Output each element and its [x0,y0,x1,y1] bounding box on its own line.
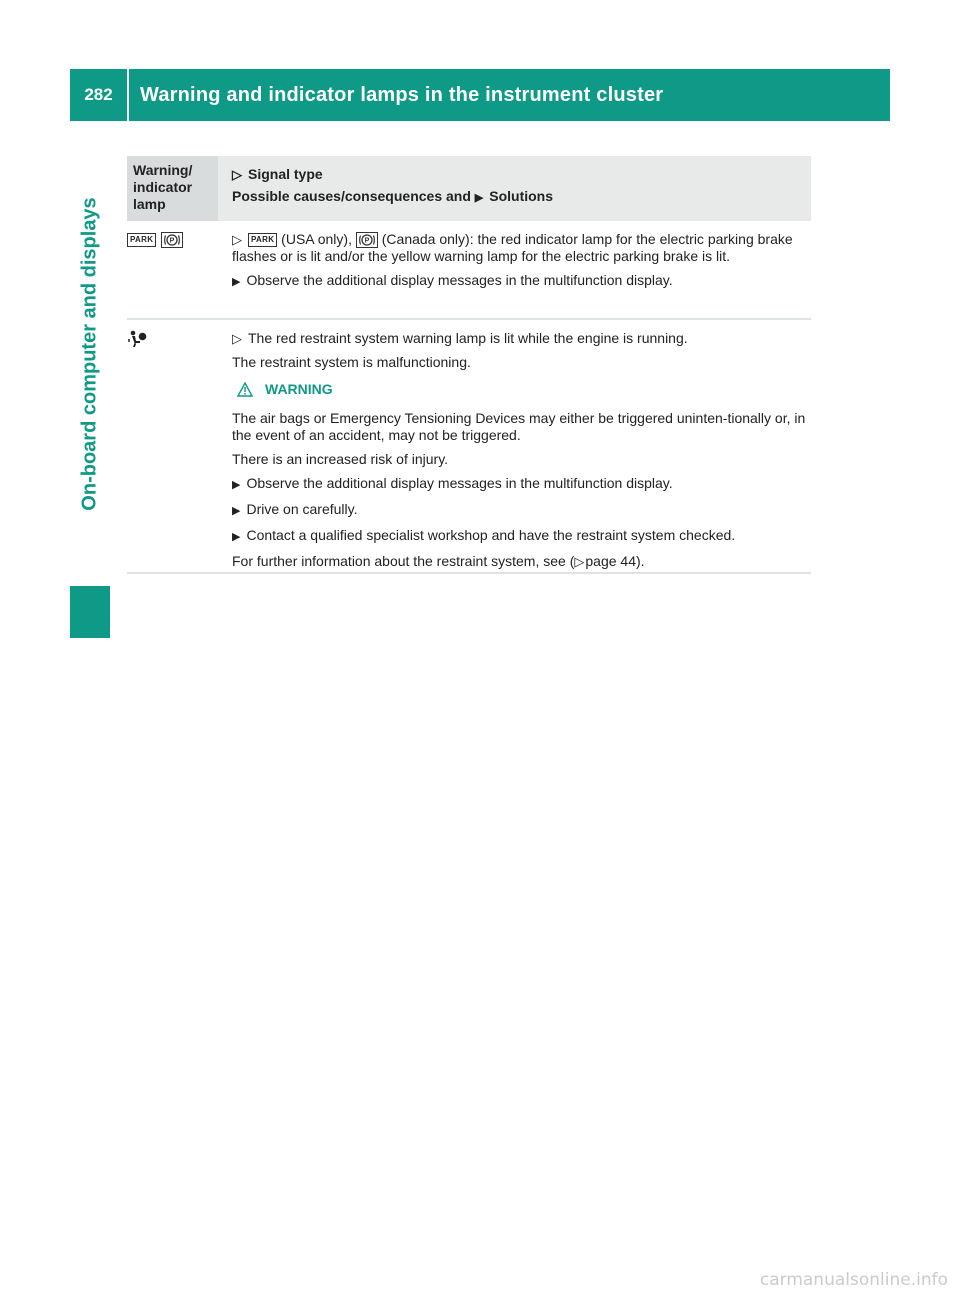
header-lamp-label: Warning/ indicator lamp [133,162,193,212]
park-lamp-icon: PARK [127,233,156,247]
cause-text: The restraint system is malfunctioning. [232,354,471,370]
signal-text: (USA only), [281,231,352,247]
header-signal-type: Signal type [248,166,323,182]
warning-text: The air bags or Emergency Tensioning Devices may either be triggered uninten-tionally or, in the event of an accident, may not be triggered. [232,410,806,443]
further-info-text: For further information about the restraint system, see ( [232,553,575,569]
warning-lamp-table [127,156,811,574]
table-header [127,156,811,221]
svg-text:P: P [364,237,370,245]
signal-triangle-icon: ▷ [232,167,242,182]
svg-text:P: P [169,237,175,245]
header-divider [127,69,129,121]
warning-label: WARNING [265,381,333,397]
table-row [127,221,811,320]
signal-triangle-icon: ▷ [232,331,242,346]
header-signal-column [218,156,811,221]
page-title: Warning and indicator lamps in the instrument cluster [140,84,664,106]
solution-arrow-icon: ▶ [232,479,241,491]
signal-text-cont: (Canada only): the red indicator lamp for the electric parking brake flashes or is lit and/or the yellow warning lamp for the electric parking brake is lit. [232,231,793,265]
header-solutions: Solutions [489,188,554,204]
warning-triangle-icon [237,382,253,397]
solution-arrow-icon: ▶ [232,531,241,543]
signal-triangle-icon: ▷ [232,232,242,247]
page-number: 282 [84,85,113,104]
section-side-label [70,121,110,586]
warning-heading [232,381,811,398]
page-reference-link[interactable]: page 44). [585,553,645,569]
section-side-label-text: On-board computer and displays [78,196,101,511]
lamp-icons [127,320,218,572]
header-causes: Possible causes/consequences and [232,188,471,204]
table-row [127,320,811,574]
header-lamp-column [127,156,218,221]
solution-arrow-icon: ▶ [474,192,484,204]
solution-arrow-icon: ▶ [232,505,241,517]
risk-text: There is an increased risk of injury. [232,451,449,467]
row-description [218,221,811,318]
solution-arrow-icon: ▶ [232,276,241,289]
park-lamp-icon: PARK [248,233,277,247]
electric-brake-icon [161,232,183,248]
watermark: carmanualsonline.info [759,1270,948,1290]
solution-step: Observe the additional display messages in the multifunction display. [246,475,673,491]
electric-brake-icon [356,232,378,248]
solution-step: Observe the additional display messages in the multifunction display. [246,272,673,289]
solution-step: Contact a qualified specialist workshop and have the restraint system checked. [246,527,736,543]
restraint-system-icon [127,330,149,348]
lamp-icons [127,221,218,318]
page-ref-triangle-icon: ▷ [574,554,585,569]
signal-text: The red restraint system warning lamp is lit while the engine is running. [248,330,688,346]
page-header [70,69,890,121]
solution-step: Drive on carefully. [246,501,358,517]
row-description [218,320,811,572]
